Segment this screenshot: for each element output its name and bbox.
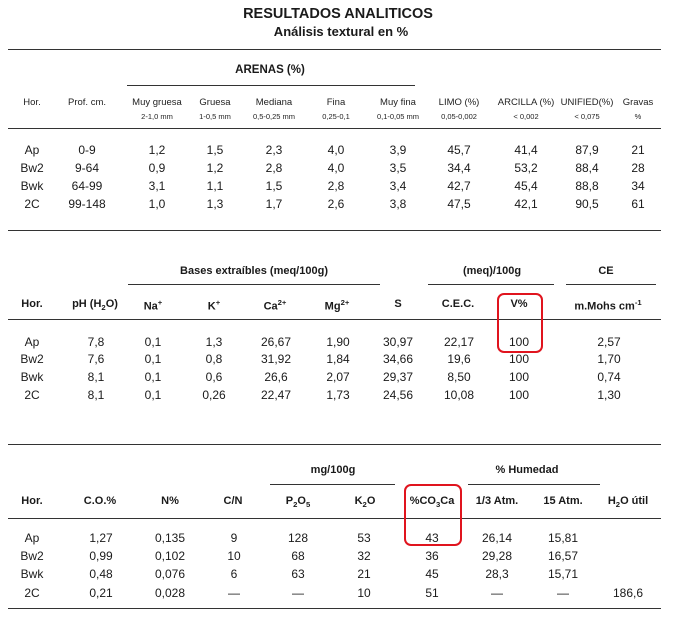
- table-cell: 64-99: [71, 179, 103, 193]
- col-mediana: Mediana: [255, 97, 293, 108]
- table-cell: 34: [631, 179, 645, 193]
- table-cell: 0,1: [144, 370, 162, 384]
- row-horizon: 2C: [24, 586, 40, 600]
- meq-group-label: (meq)/100g: [462, 265, 522, 277]
- col-atm15: 15 Atm.: [543, 495, 583, 507]
- table-cell: 45,4: [514, 179, 538, 193]
- row-horizon: Bwk: [20, 370, 44, 384]
- table-cell: 3,9: [389, 143, 407, 157]
- table-cell: 1,27: [89, 531, 113, 545]
- table-cell: 19,6: [447, 352, 471, 366]
- table-cell: 26,14: [481, 531, 513, 545]
- col-h2o: $H_2O$ útil: [607, 495, 649, 510]
- table-cell: 1,1: [206, 179, 224, 193]
- table-cell: 0,076: [154, 567, 186, 581]
- table-cell: 21: [357, 567, 371, 581]
- table-cell: 53,2: [514, 161, 538, 175]
- col-prof: Prof. cm.: [67, 97, 107, 108]
- table-cell: —: [491, 586, 503, 600]
- table-cell: 0,1: [144, 388, 162, 402]
- col-p2o5: $P_2O_5$: [285, 495, 311, 510]
- col-k2o: $K_2O$: [354, 495, 376, 510]
- table-cell: 8,1: [87, 370, 105, 384]
- col-limo-range: 0,05-0,002: [441, 112, 477, 121]
- table-cell: 63: [291, 567, 305, 581]
- col-atm13: 1/3 Atm.: [475, 495, 519, 507]
- rule: [128, 284, 380, 285]
- rule: [8, 128, 661, 129]
- table-cell: 9-64: [74, 161, 100, 175]
- row-horizon: Bwk: [20, 567, 44, 581]
- table-cell: 3,8: [389, 197, 407, 211]
- col-muy-gruesa-range: 2-1,0 mm: [141, 112, 173, 121]
- bases-group-label: Bases extraíbles (meq/100g): [180, 265, 328, 277]
- col-unified-range: < 0,075: [574, 112, 600, 121]
- table-cell: 9: [230, 531, 238, 545]
- table-cell: 4,0: [327, 161, 345, 175]
- table-cell: 0,99: [89, 549, 113, 563]
- table-cell: 45,7: [447, 143, 471, 157]
- col-k: K+: [207, 298, 221, 313]
- table-cell: 32: [357, 549, 371, 563]
- rule: [468, 484, 600, 485]
- table-cell: 2,8: [265, 161, 283, 175]
- table-cell: 1,84: [326, 352, 350, 366]
- col-ca: $Ca^{2+}$: [263, 298, 287, 313]
- row-horizon: Ap: [24, 143, 40, 157]
- table-cell: 61: [631, 197, 645, 211]
- table-cell: 22,17: [443, 335, 475, 349]
- table-cell: 28: [631, 161, 645, 175]
- table-cell: 36: [425, 549, 439, 563]
- table-cell: 1,0: [148, 197, 166, 211]
- rule: [8, 49, 661, 50]
- table-cell: 1,90: [326, 335, 350, 349]
- page-subtitle: Análisis textural en %: [273, 24, 409, 39]
- table-cell: 0-9: [78, 143, 96, 157]
- col-gravas-range: %: [634, 112, 642, 121]
- row-horizon: Bw2: [20, 549, 44, 563]
- col-muy-gruesa: Muy gruesa: [132, 97, 182, 108]
- row-horizon: 2C: [24, 197, 40, 211]
- table-cell: 30,97: [382, 335, 414, 349]
- col-cec: C.E.C.: [441, 298, 475, 310]
- table-cell: —: [228, 586, 240, 600]
- table-cell: 0,74: [597, 370, 621, 384]
- col-muy-fina: Muy fina: [380, 97, 416, 108]
- col-gravas: Gravas: [622, 97, 654, 108]
- table-cell: 26,6: [264, 370, 288, 384]
- table-cell: 99-148: [68, 197, 106, 211]
- table-cell: 26,67: [260, 335, 292, 349]
- table-cell: 8,1: [87, 388, 105, 402]
- table-cell: 186,6: [612, 586, 644, 600]
- table-cell: 100: [508, 388, 530, 402]
- table-cell: 8,50: [447, 370, 471, 384]
- col-ph: pH $(H_2O)$: [72, 298, 118, 313]
- table-cell: 1,3: [205, 335, 223, 349]
- table-cell: 128: [287, 531, 309, 545]
- ce-group-label: CE: [598, 265, 614, 277]
- col-hor: Hor.: [21, 298, 43, 310]
- col-hor: Hor.: [23, 97, 41, 108]
- col-limo: LIMO (%): [438, 97, 480, 108]
- col-cn: C/N: [223, 495, 243, 507]
- table-cell: 0,48: [89, 567, 113, 581]
- table-cell: 100: [508, 352, 530, 366]
- table-cell: 0,135: [154, 531, 186, 545]
- table-cell: 22,47: [260, 388, 292, 402]
- table-cell: 31,92: [260, 352, 292, 366]
- table-cell: 16,57: [547, 549, 579, 563]
- table-cell: 42,1: [514, 197, 538, 211]
- table-cell: 2,3: [265, 143, 283, 157]
- col-co: C.O.%: [83, 495, 117, 507]
- table-cell: 2,07: [326, 370, 350, 384]
- table-cell: 0,9: [148, 161, 166, 175]
- table-cell: 88,4: [575, 161, 599, 175]
- col-na: Na+: [143, 298, 163, 313]
- table-cell: 0,1: [144, 352, 162, 366]
- rule: [270, 484, 395, 485]
- table-cell: 2,57: [597, 335, 621, 349]
- col-caco3: $\%CO_3Ca$: [409, 495, 455, 510]
- table-cell: 3,1: [148, 179, 166, 193]
- rule: [8, 608, 661, 609]
- rule: [127, 85, 415, 86]
- table-cell: 0,26: [202, 388, 226, 402]
- table-cell: 1,70: [597, 352, 621, 366]
- table-cell: 1,5: [206, 143, 224, 157]
- rule: [8, 518, 661, 519]
- table-cell: 1,5: [265, 179, 283, 193]
- table-cell: 2,8: [327, 179, 345, 193]
- table-cell: 0,028: [154, 586, 186, 600]
- arenas-group-label: ARENAS (%): [235, 64, 305, 76]
- table-cell: —: [557, 586, 569, 600]
- table-cell: 10: [357, 586, 371, 600]
- row-horizon: Bw2: [20, 161, 44, 175]
- table-cell: 0,1: [144, 335, 162, 349]
- table-cell: 7,8: [87, 335, 105, 349]
- col-muy-fina-range: 0,1-0,05 mm: [376, 112, 420, 121]
- table-cell: 2,6: [327, 197, 345, 211]
- table-cell: 100: [508, 370, 530, 384]
- table-cell: 21: [631, 143, 645, 157]
- col-arcilla-range: < 0,002: [513, 112, 539, 121]
- table-cell: 7,6: [87, 352, 105, 366]
- rule: [566, 284, 656, 285]
- table-cell: 0,8: [205, 352, 223, 366]
- table-cell: 45: [425, 567, 439, 581]
- table-cell: 51: [425, 586, 439, 600]
- table-cell: 15,71: [547, 567, 579, 581]
- table-cell: 0,6: [205, 370, 223, 384]
- rule: [8, 319, 661, 320]
- table-cell: 0,102: [154, 549, 186, 563]
- table-cell: 10,08: [443, 388, 475, 402]
- table-cell: 42,7: [447, 179, 471, 193]
- rule: [428, 284, 554, 285]
- row-horizon: Bwk: [20, 179, 44, 193]
- table-cell: 24,56: [382, 388, 414, 402]
- table-cell: 15,81: [547, 531, 579, 545]
- col-mediana-range: 0,5-0,25 mm: [252, 112, 296, 121]
- mg-group-label: mg/100g: [310, 464, 356, 476]
- rule: [8, 444, 661, 445]
- humedad-group-label: % Humedad: [495, 464, 559, 476]
- table-cell: 47,5: [447, 197, 471, 211]
- table-cell: 1,2: [206, 161, 224, 175]
- col-gruesa-range: 1-0,5 mm: [199, 112, 231, 121]
- table-cell: 43: [425, 531, 439, 545]
- table-cell: 0,21: [89, 586, 113, 600]
- col-gruesa: Gruesa: [199, 97, 231, 108]
- row-horizon: 2C: [24, 388, 40, 402]
- row-horizon: Ap: [24, 335, 40, 349]
- table-cell: 100: [508, 335, 530, 349]
- table-cell: 4,0: [327, 143, 345, 157]
- table-cell: 3,4: [389, 179, 407, 193]
- table-cell: 68: [291, 549, 305, 563]
- col-s: S: [394, 298, 402, 310]
- table-cell: 28,3: [485, 567, 509, 581]
- table-cell: 41,4: [514, 143, 538, 157]
- page-title: RESULTADOS ANALITICOS: [243, 6, 433, 22]
- table-cell: 1,30: [597, 388, 621, 402]
- table-cell: 1,2: [148, 143, 166, 157]
- col-arcilla: ARCILLA (%): [497, 97, 555, 108]
- col-unified: UNIFIED(%): [560, 97, 614, 108]
- table-cell: 1,73: [326, 388, 350, 402]
- table-cell: 29,37: [382, 370, 414, 384]
- table-cell: 3,5: [389, 161, 407, 175]
- col-hor: Hor.: [21, 495, 43, 507]
- table-cell: 34,4: [447, 161, 471, 175]
- table-cell: 1,7: [265, 197, 283, 211]
- col-v: V%: [510, 298, 528, 310]
- rule: [8, 230, 661, 231]
- table-cell: 10: [227, 549, 241, 563]
- col-ce: m.Mohs $cm^{-1}$: [574, 298, 642, 313]
- table-cell: 90,5: [575, 197, 599, 211]
- table-cell: 88,8: [575, 179, 599, 193]
- row-horizon: Ap: [24, 531, 40, 545]
- table-cell: 34,66: [382, 352, 414, 366]
- table-cell: 1,3: [206, 197, 224, 211]
- table-cell: —: [292, 586, 304, 600]
- col-fina: Fina: [326, 97, 346, 108]
- table-cell: 6: [230, 567, 238, 581]
- table-cell: 53: [357, 531, 371, 545]
- table-cell: 87,9: [575, 143, 599, 157]
- col-fina-range: 0,25-0,1: [322, 112, 350, 121]
- row-horizon: Bw2: [20, 352, 44, 366]
- col-mg: $Mg^{2+}$: [324, 298, 350, 313]
- table-cell: 29,28: [481, 549, 513, 563]
- col-n: N%: [161, 495, 179, 507]
